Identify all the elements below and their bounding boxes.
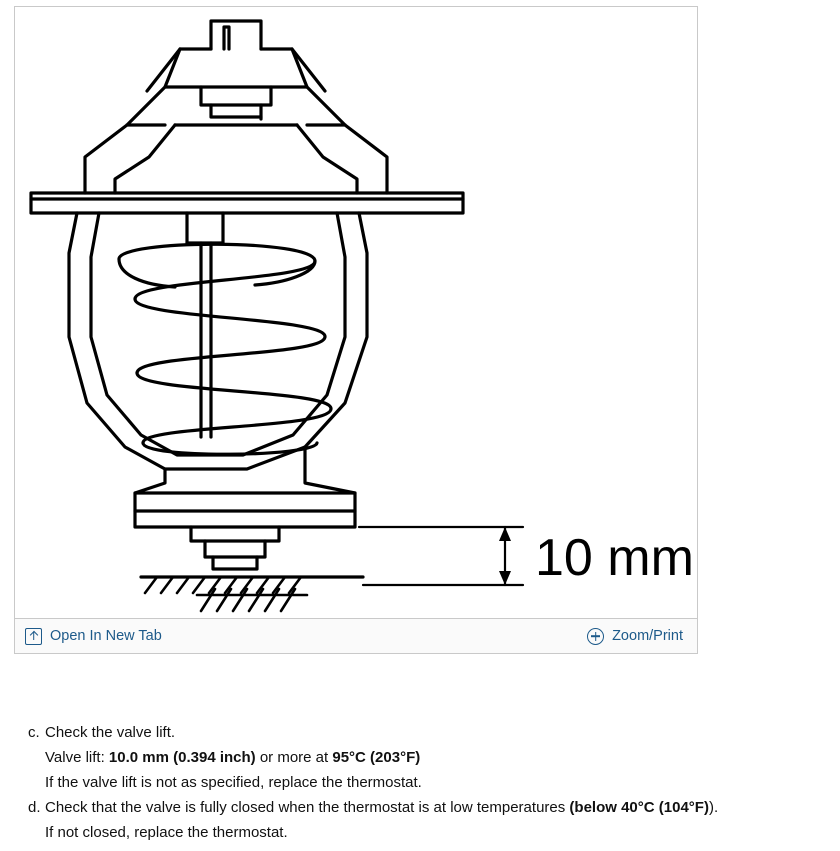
open-in-new-tab-label: Open In New Tab <box>50 628 162 644</box>
dimension-label: 10 mm <box>535 529 694 587</box>
zoom-print-button[interactable] <box>587 628 683 645</box>
step-d-text <box>45 795 818 820</box>
step-d-part1: Check that the valve is fully closed when the thermostat is at low temperatures <box>45 799 570 816</box>
step-d-replace-text: If not closed, replace the thermostat. <box>45 824 288 841</box>
zoom-print-label: Zoom/Print <box>612 628 683 644</box>
figure-panel <box>14 6 698 654</box>
step-d-marker: d. <box>28 799 41 816</box>
step-c-text: Check the valve lift. <box>45 724 176 741</box>
step-c-replace-text: If the valve lift is not as specified, replace the thermostat. <box>45 774 422 791</box>
instruction-list <box>28 720 818 845</box>
valve-lift-prefix: Valve lift: <box>45 749 109 766</box>
valve-lift-middle: or more at <box>255 749 333 766</box>
open-in-new-tab-button[interactable] <box>25 628 162 645</box>
open-in-new-tab-icon <box>25 628 42 645</box>
valve-lift-value: 10.0 mm (0.394 inch) <box>108 749 256 766</box>
thermostat-diagram <box>15 7 697 618</box>
step-d-temp: (below 40°C (104°F) <box>569 799 709 816</box>
step-d-part3: ). <box>708 799 719 816</box>
figure-toolbar <box>15 618 697 653</box>
valve-lift-temp: 95°C (203°F) <box>332 749 421 766</box>
step-d-subline-replace <box>45 820 818 845</box>
step-c-marker: c. <box>28 724 40 741</box>
step-d <box>28 795 818 820</box>
step-c <box>28 720 818 745</box>
step-c-subline-replace <box>45 770 818 795</box>
step-c-subline-valve-lift <box>45 745 818 770</box>
plus-circle-icon <box>587 628 604 645</box>
thermostat-cross-section-svg <box>15 7 697 618</box>
